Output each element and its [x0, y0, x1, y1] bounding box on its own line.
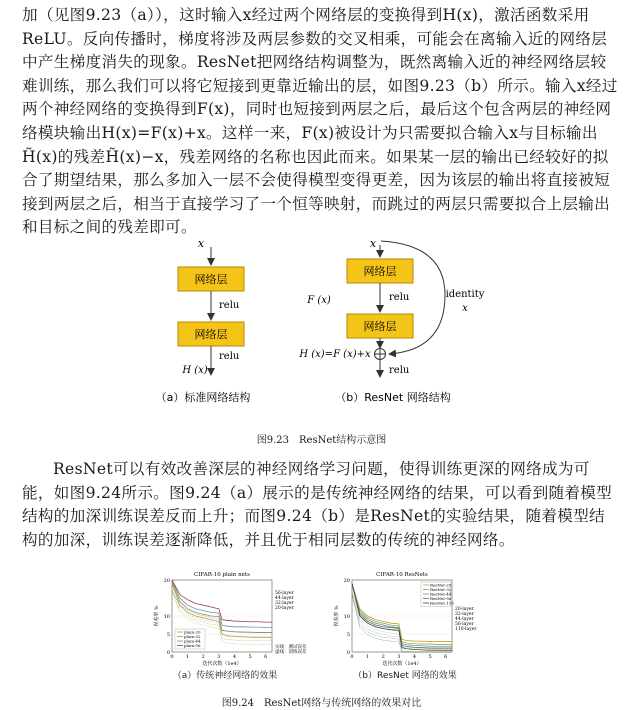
- y-axis-label: 误差率 %: [154, 605, 160, 627]
- legend-label: plain-56: [184, 643, 201, 648]
- x-axis-label: 迭代次数（1e4）: [382, 661, 422, 667]
- x-tick-label: 1: [186, 654, 190, 660]
- x-tick-label: 3: [397, 654, 401, 660]
- right-relu2-label: relu: [389, 365, 410, 376]
- y-tick-label: 0: [346, 650, 350, 656]
- identity-label: identity: [445, 289, 485, 300]
- y-tick-label: 10: [343, 614, 350, 620]
- figure-9-24-sublabel-b: （b）ResNet 网络的效果: [353, 671, 457, 681]
- figure-9-24-caption: 图9.24 ResNet网络与传统网络的效果对比: [221, 698, 422, 709]
- left-output-label: H (x): [182, 365, 208, 376]
- series-line-plain-56: [172, 580, 272, 622]
- left-relu2-label: relu: [219, 351, 240, 362]
- right-caption: （b）ResNet 网络结构: [335, 391, 451, 404]
- x-tick-label: 0: [350, 654, 354, 660]
- x-tick-label: 3: [217, 654, 221, 660]
- x-tick-label: 6: [444, 654, 448, 660]
- y-axis-label: 误差率 %: [334, 605, 340, 627]
- legend-label: ResNet-56: [430, 596, 452, 601]
- left-layer2-label: 网络层: [194, 328, 228, 341]
- y-tick-label: 0: [166, 650, 170, 656]
- y-tick-label: 5: [166, 632, 170, 638]
- end-label: 56-layer: [455, 622, 474, 627]
- right-layer2-label: 网络层: [363, 320, 397, 333]
- figure-9-23: [145, 225, 500, 443]
- end-label: 44-layer: [455, 617, 474, 622]
- chart-resnets-wrap: [330, 568, 500, 682]
- y-tick-label: 5: [346, 632, 350, 638]
- y-tick-label: 20: [343, 578, 350, 584]
- end-label: 32-layer: [455, 612, 474, 617]
- x-tick-label: 0: [170, 654, 174, 660]
- x-axis-label: 迭代次数（1e4）: [202, 661, 242, 667]
- x-tick-label: 5: [428, 654, 432, 660]
- x-tick-label: 6: [264, 654, 268, 660]
- chart-plain-nets: [150, 568, 320, 678]
- note-solid: 实线：测试误差: [275, 645, 307, 650]
- right-relu1-label: relu: [389, 292, 410, 303]
- chart-title: CIFAR-10 plain nets: [194, 572, 250, 578]
- x-tick-label: 2: [381, 654, 385, 660]
- legend-label: ResNet-44: [430, 591, 452, 597]
- x-tick-label: 4: [412, 654, 417, 660]
- right-fx-label: F (x): [307, 295, 331, 306]
- y-tick-label: 10: [163, 614, 170, 620]
- x-tick-label: 1: [366, 654, 370, 660]
- series-line-plain-44: [172, 580, 272, 628]
- end-label: 44-layer: [275, 596, 294, 601]
- end-label: 20-layer: [275, 606, 294, 611]
- end-label: 20-layer: [455, 607, 474, 612]
- left-caption: （a）标准网络结构: [155, 391, 251, 404]
- end-label: 110-layer: [455, 627, 477, 632]
- x-tick-label: 5: [248, 654, 252, 660]
- note-dashed: 虚线：训练误差: [275, 650, 307, 655]
- right-input-label: x: [369, 237, 377, 250]
- end-label: 56-layer: [275, 591, 294, 596]
- legend-label: ResNet-20: [430, 582, 452, 588]
- legend-label: ResNet-110: [430, 600, 454, 606]
- chart-resnets: [330, 568, 500, 678]
- right-layer1-label: 网络层: [363, 265, 397, 278]
- left-input-label: x: [197, 237, 205, 250]
- y-tick-label: 20: [163, 578, 170, 584]
- x-tick-label: 2: [201, 654, 205, 660]
- identity-x-label: x: [462, 303, 468, 314]
- legend-label: ResNet-32: [430, 587, 452, 592]
- right-output-label: H (x)=F (x)+x: [299, 349, 371, 360]
- legend-label: plain-44: [184, 638, 201, 644]
- legend-label: plain-32: [184, 634, 201, 639]
- paragraph-1: 加（见图9.23（a）），这时输入x经过两个网络层的变换得到H(x)，激活函数采用ReLU。反向传播时，梯度将涉及两层参数的交叉相乘，可能会在离输入近的网络层中产生梯度消失的现象。ResNet把网络结构调整为，既然离输入近的神经网络层较难训练，那么我们可以将它短接到更靠近输出的层，如图9.23（b）所示。输入x经过两个神经网络的变换得到F(x)，同时也短接到两层之后，最后这个包含两层的神经网络模块输出H(x)=F(x)+x。这样一来，F(x)被设计为只需要拟合输入x与目标输出H̃(x)的残差H̃(x)−x，残差网络的名称也因此而来。如果某一层的输出已经较好的拟合了期望结果，那么多加入一层不会使得模型变得更差，因为该层的输出将直接被短接到两层之后，相当于直接学习了一个恒等映射，而跳过的两层只需要拟合上层输出和目标之间的残差即可。: [22, 6, 618, 237]
- chart-plain-nets-wrap: [150, 568, 320, 682]
- x-tick-label: 4: [232, 654, 237, 660]
- left-relu1-label: relu: [219, 300, 240, 311]
- legend-label: plain-20: [184, 629, 201, 635]
- end-label: 32-layer: [275, 601, 294, 606]
- figure-9-24-sublabel-a: （a）传统神经网络的效果: [172, 671, 278, 681]
- figure-9-23-diagram: [145, 225, 500, 443]
- paragraph-2: ResNet可以有效改善深层的神经网络学习问题，使得训练更深的网络成为可能，如图9.24所示。图9.24（a）展示的是传统神经网络的结果，可以看到随着模型结构的加深训练误差反而上升；而图9.24（b）是ResNet的实验结果，随着模型结构的加深，训练误差逐渐降低，并且优于相同层数的传统的神经网络。: [22, 460, 613, 549]
- chart-title: CIFAR-10 ResNets: [376, 572, 428, 578]
- figure-9-23-caption: 图9.23 ResNet结构示意图: [256, 435, 387, 446]
- left-layer1-label: 网络层: [194, 273, 228, 286]
